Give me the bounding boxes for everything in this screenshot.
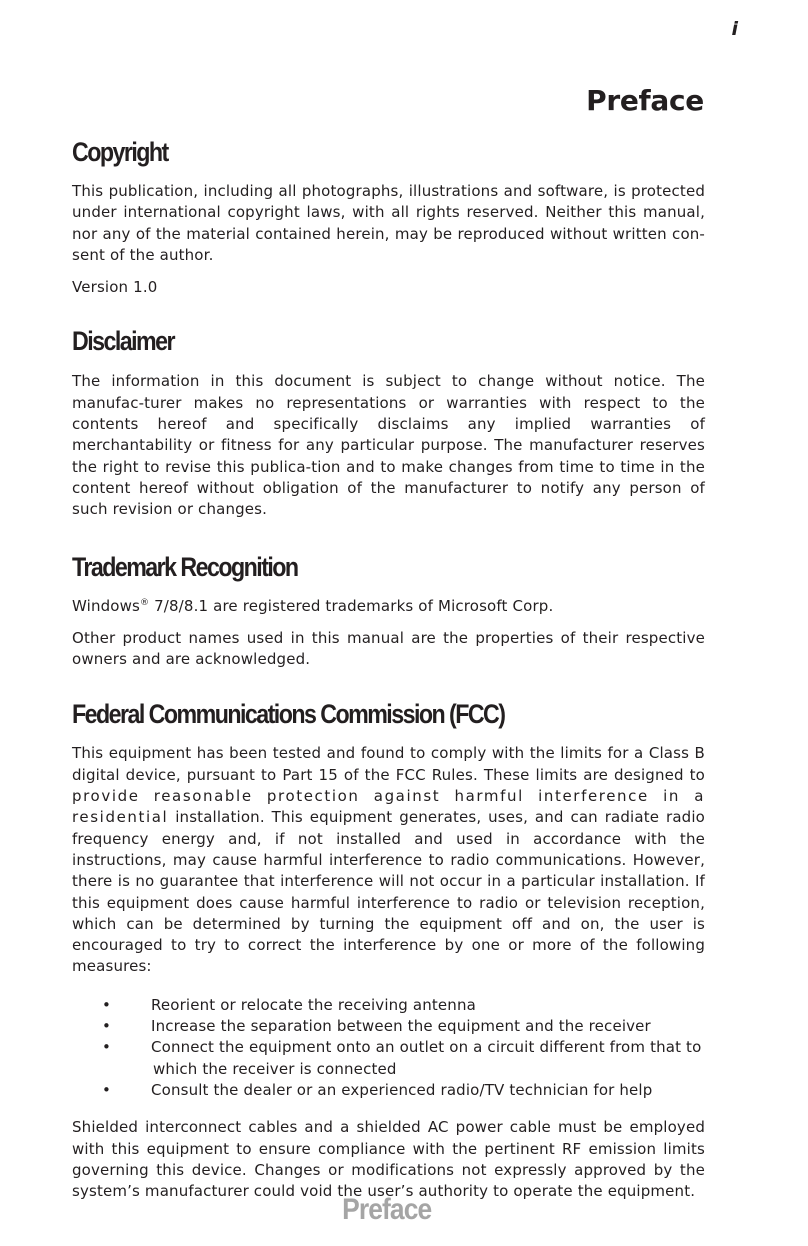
list-item: • Increase the separation between the equipment and the receiver [72,1016,705,1037]
trademark-section [72,551,705,671]
document-body [72,136,705,1202]
copyright-paragraph: This publication, including all photographs, illustrations and software, is protected under international copyright laws, with all rights reserved. Neither this manual, nor any of the material contained herein, may be reproduced without written con-sent of the author. [72,182,705,264]
fcc-heading: Federal Communications Commission (FCC) [72,699,505,730]
list-item: • Consult the dealer or an experienced radio/TV technician for help [72,1080,705,1101]
bullet-icon: • [102,1080,111,1099]
version-text: Version 1.0 [72,278,158,297]
fcc-text-part2: provide reasonable protection against harmful interference in a residential [72,787,705,827]
page-number: i [731,18,738,40]
fcc-paragraph [72,743,705,977]
disclaimer-section [72,325,705,520]
fcc-text-part3: installation. This equipment generates, uses, and can radiate radio frequency energy and, if not installed and used in accordance with the instructions, may cause harmful interference to radio communications. However, there is no guarantee that interference will not occur in a particular installation. If this equipment does cause harmful interference to radio or television reception, which can be determined by turning the equipment off and on, the user is encouraged to try to correct the interference by one or more of the following measures: [72,808,705,976]
windows-text: Windows [72,596,141,615]
fcc-text-part1: This equipment has been tested and found to comply with the limits for a Class B digital device, pursuant to Part 15 of the FCC Rules. These limits are designed to [72,744,705,784]
shielded-cables-paragraph: Shielded interconnect cables and a shielded AC power cable must be employed with this equipment to ensure compliance with the pertinent RF emission limits governing this device. Changes or modifications not expressly approved by the system’s manufacturer could void the user’s authority to operate the equipment. [72,1118,705,1201]
bullet-icon: • [102,995,111,1014]
measures-list [72,995,705,1101]
trademark-text: 7/8/8.1 are registered trademarks of Microsoft Corp. [149,596,554,615]
registered-mark: ® [140,597,150,608]
fcc-section [72,698,705,1202]
bullet-icon: • [102,1017,111,1036]
disclaimer-heading: Disclaimer [72,326,174,357]
other-products-paragraph: Other product names used in this manual are the properties of their respective owners and are acknowledged. [72,628,705,669]
list-item: • Connect the equipment onto an outlet on a circuit different from that to which the receiver is connected [72,1037,705,1080]
trademark-paragraph [72,596,705,617]
bullet-icon: • [102,1038,111,1057]
footer-label [0,1193,774,1227]
list-item-continuation: which the receiver is connected [153,1059,397,1078]
footer-text: Preface [342,1193,432,1226]
disclaimer-paragraph: The information in this document is subject to change without notice. The manufac-turer makes no representations or warranties with respect to the contents hereof and specifically disclaims any implied warranties of merchantability or fitness for any particular purpose. The manufacturer reserves the right to revise this publica-tion and to make changes from time to time in the content hereof without obligation of the manufacturer to notify any person of such revision or changes. [72,372,705,519]
copyright-section [72,136,705,298]
trademark-heading: Trademark Recognition [72,551,298,582]
page-title: Preface [586,84,704,117]
copyright-heading: Copyright [72,137,168,167]
list-item: • Reorient or relocate the receiving antenna [72,995,705,1016]
